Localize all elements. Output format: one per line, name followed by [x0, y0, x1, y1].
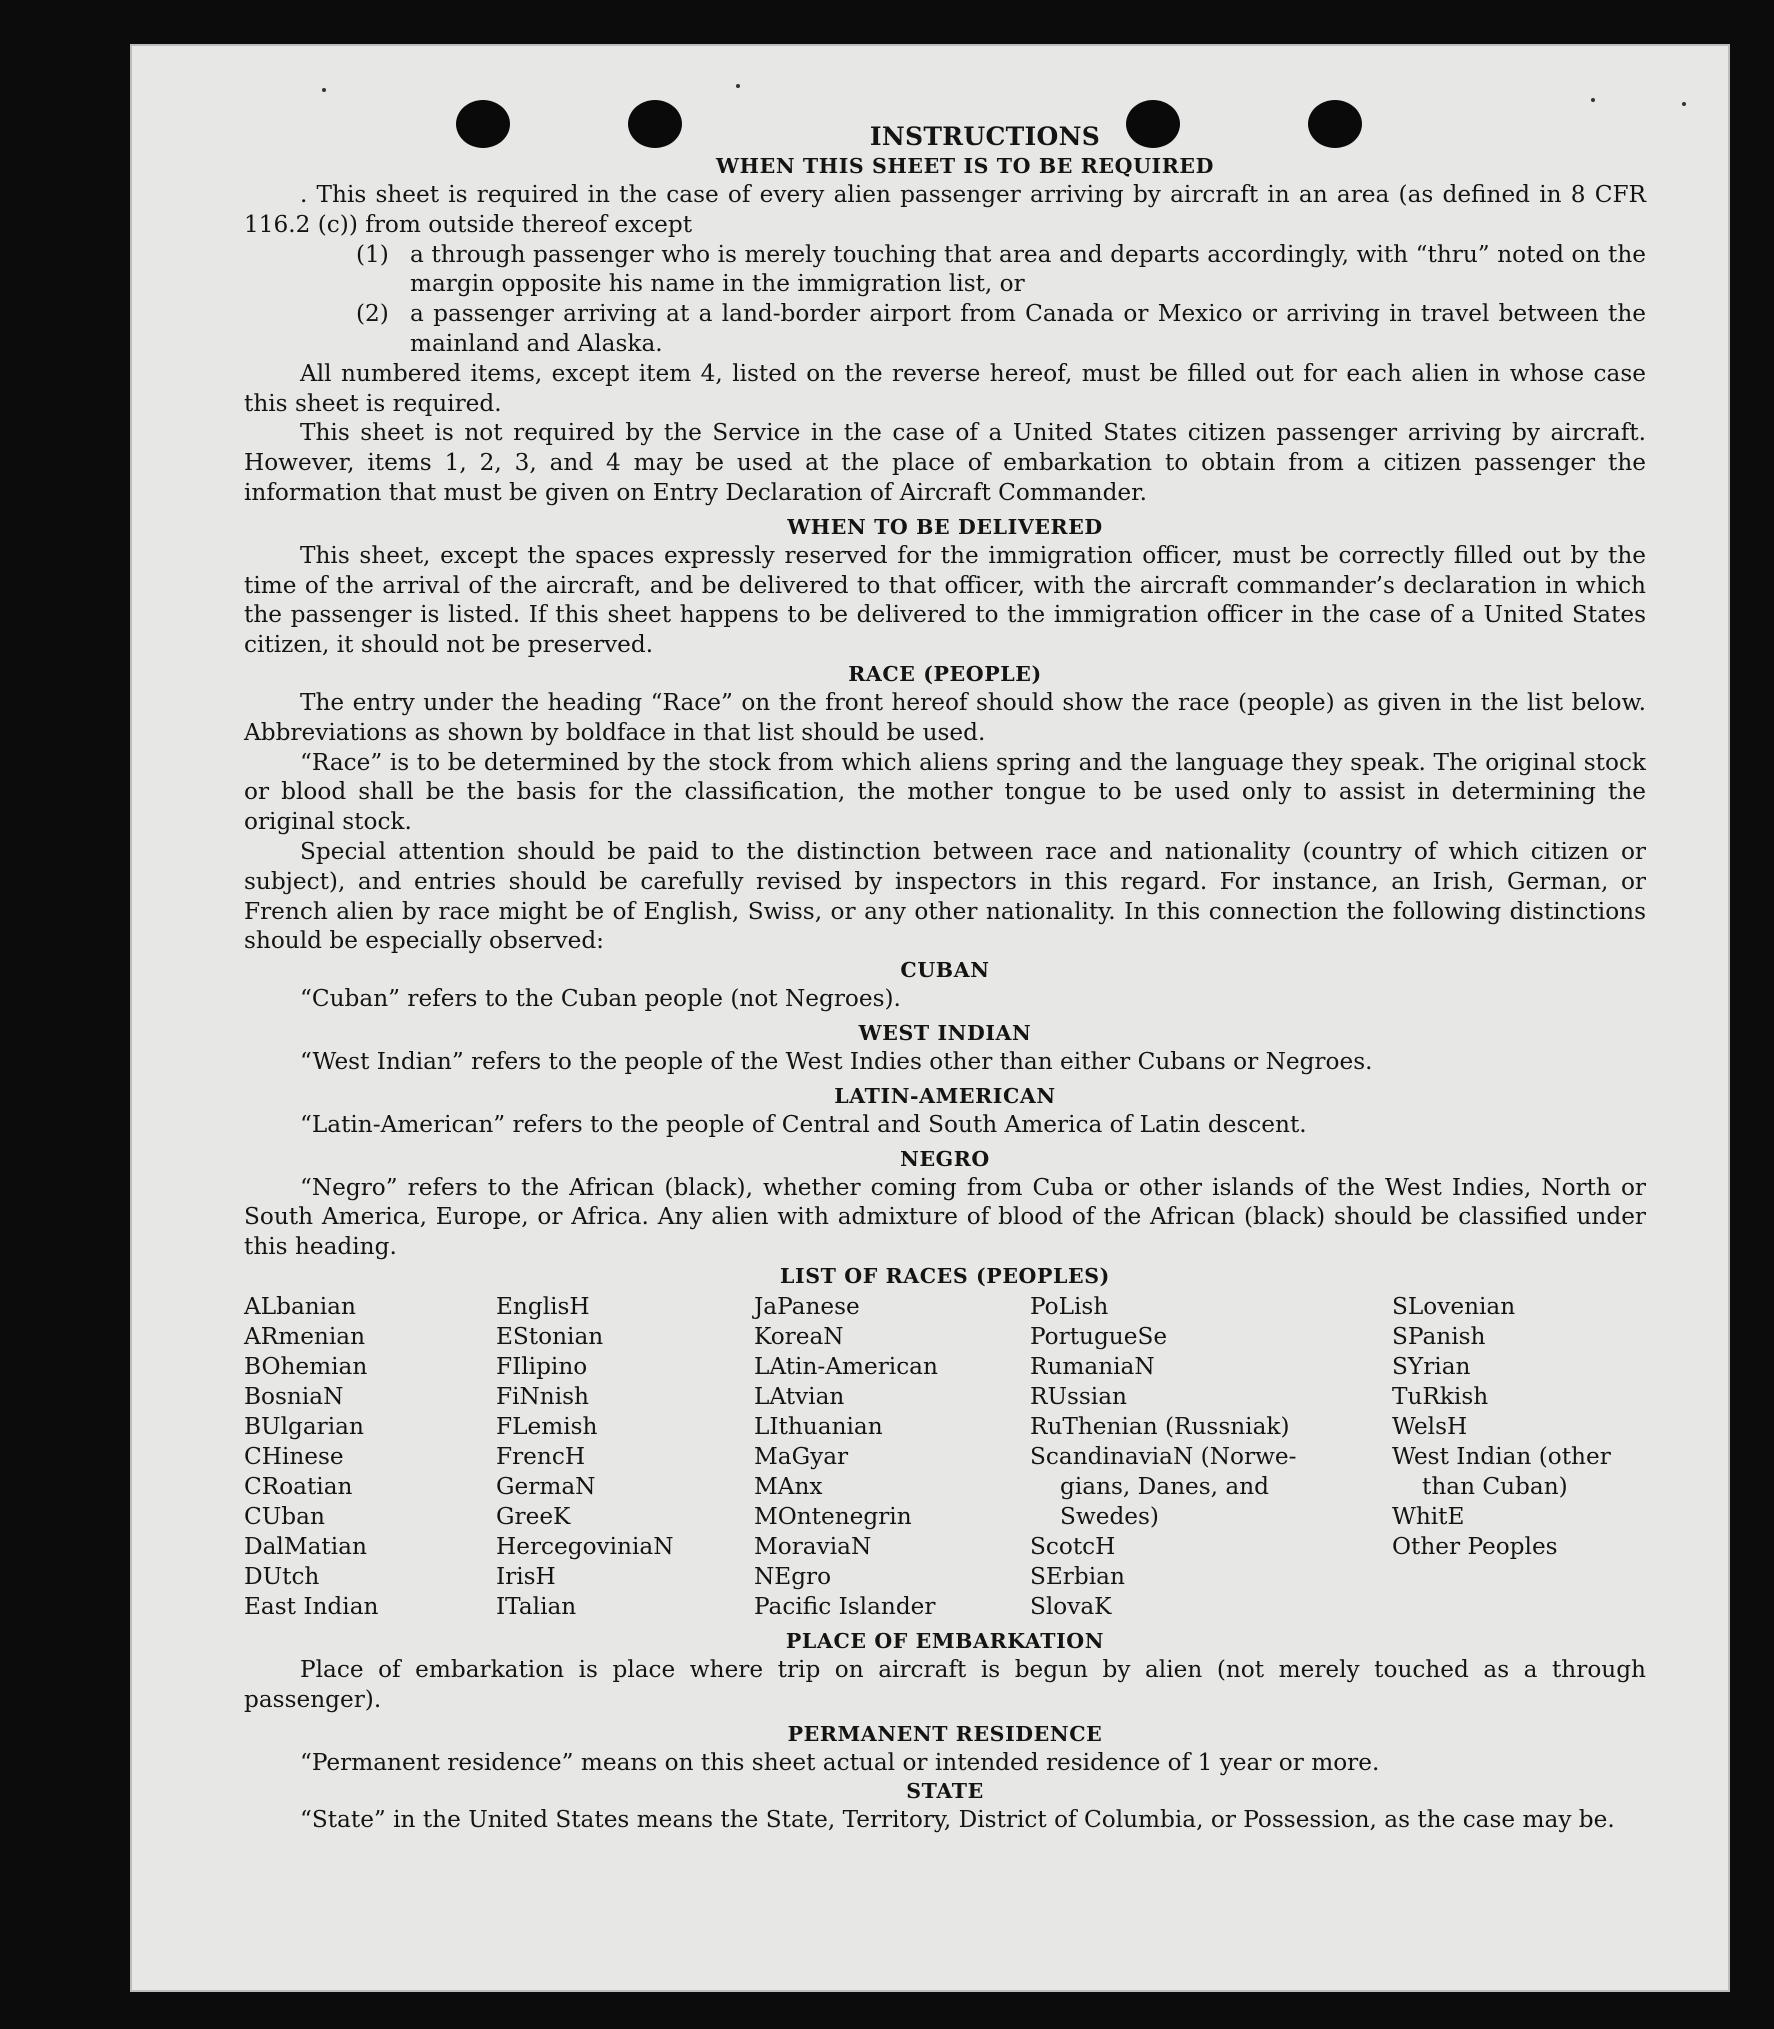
- race-entry: West Indian (other: [1392, 1442, 1611, 1470]
- paper-speck: [322, 88, 326, 92]
- race-entry: SYrian: [1392, 1352, 1471, 1380]
- item-number: (2): [356, 300, 389, 328]
- page-title: INSTRUCTIONS: [869, 122, 1101, 151]
- race-entry: PortugueSe: [1030, 1322, 1168, 1350]
- races-column: [754, 1292, 1030, 1622]
- race-entry: CUban: [244, 1502, 325, 1530]
- race-entry: SErbian: [1030, 1562, 1125, 1590]
- race-entry: MaGyar: [754, 1442, 849, 1470]
- paragraph: “Negro” refers to the African (black), whether coming from Cuba or other islands of the West Indies, North or South America, Europe, or Africa. Any alien with admixture of blood of the African (black) should be classified under this heading.: [244, 1173, 1646, 1261]
- races-column: [244, 1292, 496, 1622]
- paragraph: This sheet, except the spaces expressly reserved for the immigration officer, must be correctly filled out by the time of the arrival of the aircraft, and be delivered to that officer, with the aircraft commander’s declaration in which the passenger is listed. If this sheet happens to be delivered to the immigration officer in the case of a United States citizen, it should not be preserved.: [244, 541, 1646, 659]
- race-entry: MoraviaN: [754, 1532, 872, 1560]
- races-column: [1392, 1292, 1646, 1622]
- race-entry: DUtch: [244, 1562, 320, 1590]
- instructions-body: [244, 122, 1646, 1835]
- heading-when-delivered: WHEN TO BE DELIVERED: [787, 514, 1103, 539]
- race-entry: FIlipino: [496, 1352, 588, 1380]
- heading-when-required: WHEN THIS SHEET IS TO BE REQUIRED: [716, 154, 1214, 178]
- heading-race: RACE (PEOPLE): [848, 661, 1042, 686]
- race-entry: BosniaN: [244, 1382, 344, 1410]
- race-entry: ARmenian: [244, 1322, 366, 1350]
- heading-negro: NEGRO: [900, 1146, 990, 1171]
- paper-speck: [1682, 102, 1686, 106]
- race-entry: gians, Danes, and: [1060, 1472, 1269, 1500]
- race-entry: EStonian: [496, 1322, 604, 1350]
- race-entry: CRoatian: [244, 1472, 353, 1500]
- paragraph: “Permanent residence” means on this sheet actual or intended residence of 1 year or more.: [300, 1748, 1380, 1776]
- race-entry: FrencH: [496, 1442, 586, 1470]
- paragraph: “Cuban” refers to the Cuban people (not Negroes).: [300, 985, 901, 1013]
- race-entry: MAnx: [754, 1472, 823, 1500]
- race-entry: LAtin-American: [754, 1352, 938, 1380]
- race-entry: RumaniaN: [1030, 1352, 1155, 1380]
- paragraph: The entry under the heading “Race” on the front hereof should show the race (people) as given in the list below. Abbreviations as shown by boldface in that list should be used.: [244, 688, 1646, 746]
- paragraph: “Latin-American” refers to the people of Central and South America of Latin descent.: [300, 1110, 1307, 1138]
- paragraph: “Race” is to be determined by the stock from which aliens spring and the language they speak. The original stock or blood shall be the basis for the classification, the mother tongue to be used only to assist in determining the original stock.: [244, 748, 1646, 836]
- race-entry: SlovaK: [1030, 1592, 1112, 1620]
- heading-latin-american: LATIN-AMERICAN: [834, 1083, 1056, 1108]
- race-entry: IrisH: [496, 1562, 556, 1590]
- race-entry: WhitE: [1392, 1502, 1465, 1530]
- heading-west-indian: WEST INDIAN: [858, 1020, 1032, 1045]
- heading-state: STATE: [906, 1779, 984, 1804]
- race-entry: ScotcH: [1030, 1532, 1116, 1560]
- race-entry: Other Peoples: [1392, 1532, 1558, 1560]
- item-text: a passenger arriving at a land-border airport from Canada or Mexico or arriving in travel between the mainland and Alaska.: [410, 300, 1646, 357]
- race-entry: RuThenian (Russniak): [1030, 1412, 1290, 1440]
- race-entry: LAtvian: [754, 1382, 845, 1410]
- paper-speck: [1591, 98, 1595, 102]
- list-item: [356, 299, 1646, 359]
- heading-list-of-races: LIST OF RACES (PEOPLES): [780, 1263, 1110, 1288]
- race-entry: TuRkish: [1392, 1382, 1489, 1410]
- list-item: [356, 240, 1646, 300]
- paragraph: Special attention should be paid to the distinction between race and nationality (country of which citizen or subject), and entries should be carefully revised by inspectors in this regard. For instance, an Irish, German, or French alien by race might be of English, Swiss, or any other nationality. In this connection the following distinctions should be especially observed:: [244, 837, 1646, 955]
- races-column: [1030, 1292, 1392, 1622]
- heading-permanent-residence: PERMANENT RESIDENCE: [787, 1721, 1103, 1746]
- race-entry: ITalian: [496, 1592, 577, 1620]
- paragraph: Place of embarkation is place where trip on aircraft is begun by alien (not merely touched as a through passenger).: [244, 1655, 1646, 1713]
- race-entry: EnglisH: [496, 1292, 590, 1320]
- race-entry: GermaN: [496, 1472, 596, 1500]
- race-entry: FLemish: [496, 1412, 598, 1440]
- race-entry: East Indian: [244, 1592, 379, 1620]
- item-text: a through passenger who is merely touching that area and departs accordingly, with “thru” noted on the margin opposite his name in the immigration list, or: [410, 240, 1646, 298]
- paragraph: All numbered items, except item 4, listed on the reverse hereof, must be filled out for each alien in whose case this sheet is required.: [244, 359, 1646, 417]
- race-entry: ALbanian: [244, 1292, 356, 1320]
- heading-cuban: CUBAN: [900, 958, 990, 983]
- paragraph: “West Indian” refers to the people of the West Indies other than either Cubans or Negroes.: [300, 1047, 1373, 1075]
- race-entry: FiNnish: [496, 1382, 589, 1410]
- race-entry: DalMatian: [244, 1532, 367, 1560]
- paragraph: “State” in the United States means the State, Territory, District of Columbia, or Possession, as the case may be.: [300, 1806, 1615, 1834]
- race-entry: ScandinaviaN (Norwe-: [1030, 1442, 1297, 1470]
- race-entry: MOntenegrin: [754, 1502, 912, 1530]
- race-entry: HercegoviniaN: [496, 1532, 674, 1560]
- race-entry: than Cuban): [1422, 1472, 1568, 1500]
- race-entry: KoreaN: [754, 1322, 844, 1350]
- paragraph: This sheet is not required by the Service in the case of a United States citizen passenger arriving by aircraft. However, items 1, 2, 3, and 4 may be used at the place of embarkation to obtain from a citizen passenger the information that must be given on Entry Declaration of Aircraft Commander.: [244, 419, 1646, 506]
- race-entry: Pacific Islander: [754, 1592, 936, 1620]
- paragraph: . This sheet is required in the case of every alien passenger arriving by aircraft in an area (as defined in 8 CFR 116.2 (c)) from outside thereof except: [244, 181, 1646, 238]
- race-entry: GreeK: [496, 1502, 571, 1530]
- race-entry: BOhemian: [244, 1352, 368, 1380]
- race-entry: Swedes): [1060, 1502, 1159, 1530]
- race-entry: NEgro: [754, 1562, 832, 1590]
- race-entry: WelsH: [1392, 1412, 1468, 1440]
- race-entry: CHinese: [244, 1442, 344, 1470]
- race-entry: SPanish: [1392, 1322, 1486, 1350]
- document-sheet: [130, 44, 1730, 1992]
- races-list: [244, 1292, 1646, 1622]
- heading-embarkation: PLACE OF EMBARKATION: [785, 1628, 1105, 1653]
- race-entry: JaPanese: [754, 1292, 860, 1320]
- race-entry: BUlgarian: [244, 1412, 364, 1440]
- race-entry: LIthuanian: [754, 1412, 883, 1440]
- races-column: [496, 1292, 754, 1622]
- race-entry: RUssian: [1030, 1382, 1127, 1410]
- race-entry: PoLish: [1030, 1292, 1109, 1320]
- item-number: (1): [356, 240, 389, 268]
- race-entry: SLovenian: [1392, 1292, 1516, 1320]
- paper-speck: [736, 84, 740, 88]
